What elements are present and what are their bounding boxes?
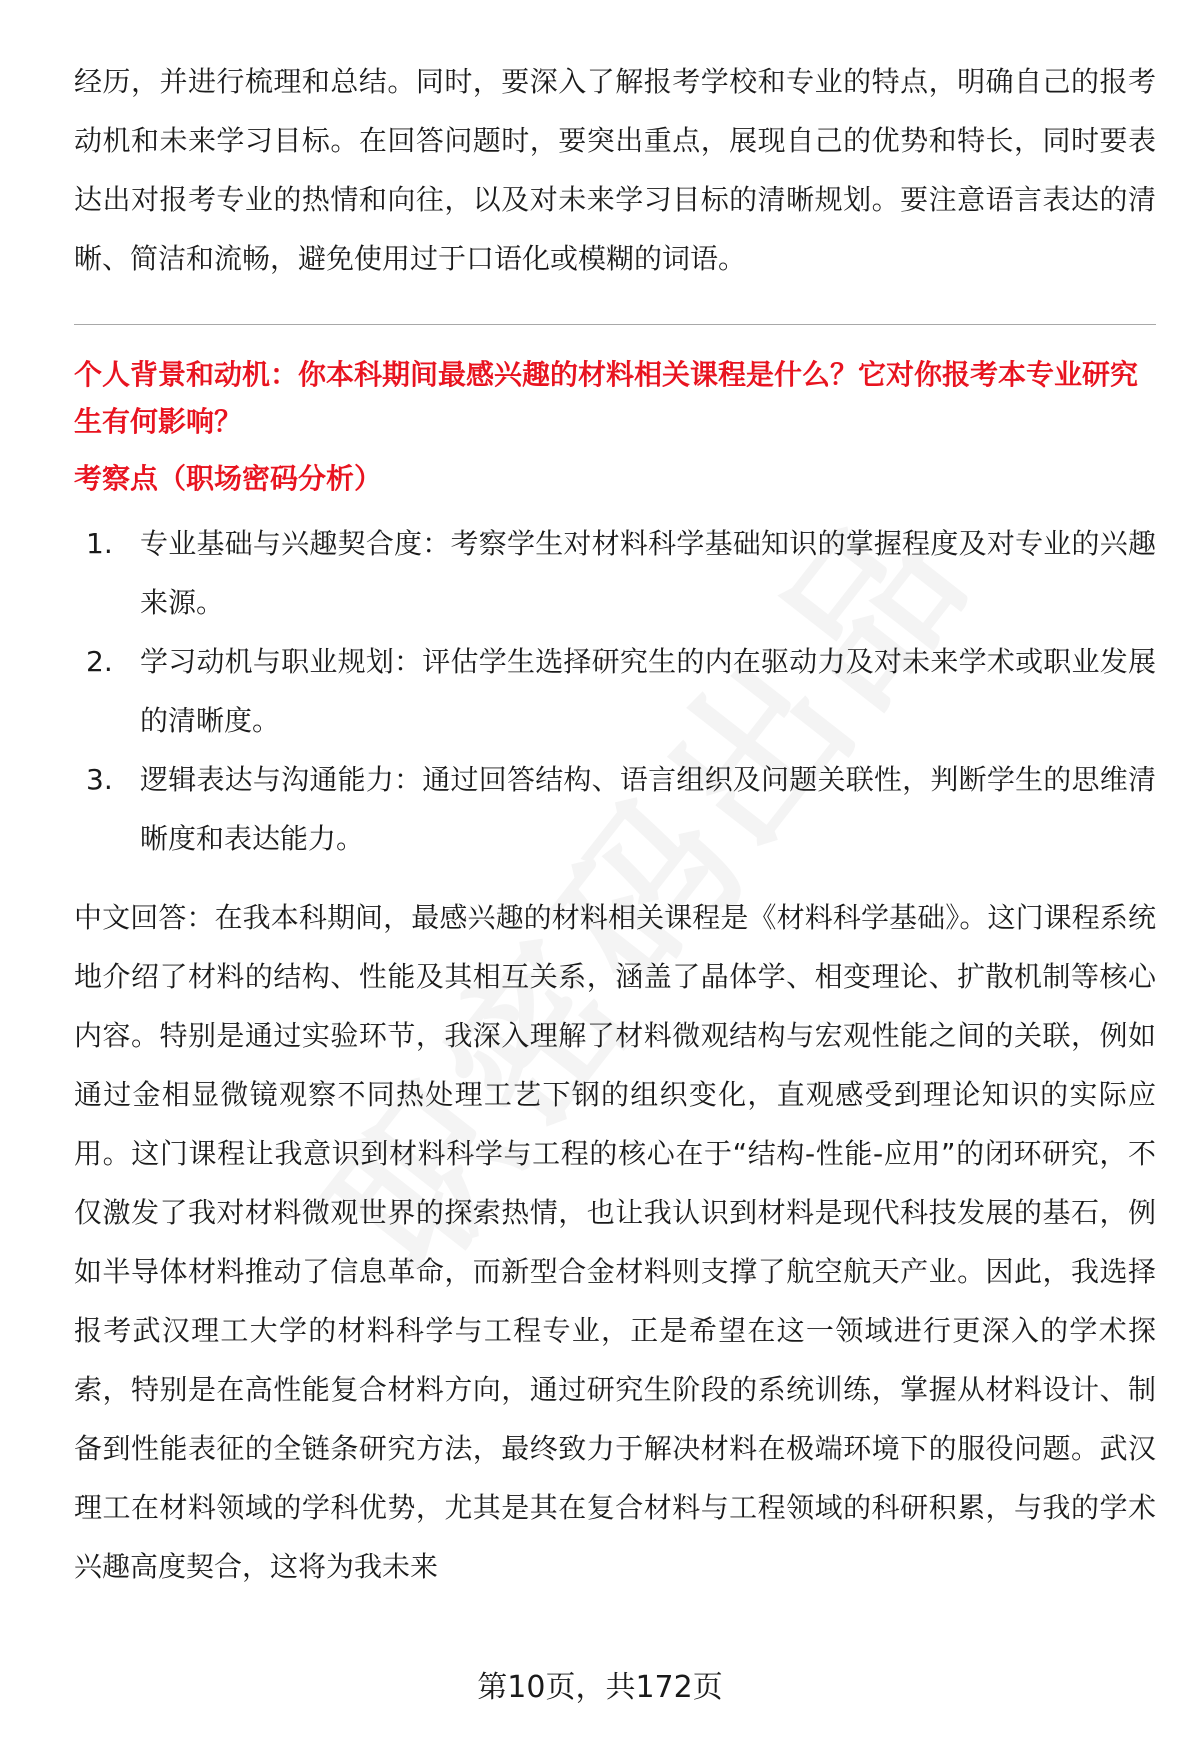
point-number: 2. (86, 645, 113, 678)
chinese-answer: 中文回答：在我本科期间，最感兴趣的材料相关课程是《材料科学基础》。这门课程系统地介绍了材料的结构、性能及其相互关系，涵盖了晶体学、相变理论、扩散机制等核心内容。特别是通过实验环节，我深入理解了材料微观结构与宏观性能之间的关联，例如通过金相显微镜观察不同热处理工艺下钢的组织变化，直观感受到理论知识的实际应用。这门课程让我意识到材料科学与工程的核心在于“结构-性能-应用”的闭环研究，不仅激发了我对材料微观世界的探索热情，也让我认识到材料是现代科技发展的基石，例如半导体材料推动了信息革命，而新型合金材料则支撑了航空航天产业。因此，我选择报考武汉理工大学的材料科学与工程专业，正是希望在这一领域进行更深入的学术探索，特别是在高性能复合材料方向，通过研究生阶段的系统训练，掌握从材料设计、制备到性能表征的全链条研究方法，最终致力于解决材料在极端环境下的服役问题。武汉理工在材料领域的学科优势，尤其是其在复合材料与工程领域的科研积累，与我的学术兴趣高度契合，这将为我未来 (74, 901, 1156, 1583)
point-text: 学习动机与职业规划：评估学生选择研究生的内在驱动力及对未来学术或职业发展的清晰度。 (140, 645, 1156, 737)
point-text: 逻辑表达与沟通能力：通过回答结构、语言组织及问题关联性，判断学生的思维清晰度和表达能力。 (140, 763, 1156, 855)
assessment-points-list (74, 514, 1156, 868)
assessment-point-2 (74, 632, 1156, 750)
page-number-footer: 第10页，共172页 (477, 1670, 723, 1705)
point-number: 3. (86, 763, 113, 796)
assessment-point-1 (74, 514, 1156, 632)
assessment-points-title: 考察点（职场密码分析） (74, 462, 383, 495)
point-text: 专业基础与兴趣契合度：考察学生对材料科学基础知识的掌握程度及对专业的兴趣来源。 (140, 527, 1156, 619)
page-content (74, 52, 1156, 1596)
section-divider (74, 324, 1156, 325)
point-number: 1. (86, 527, 113, 560)
question-heading: 个人背景和动机：你本科期间最感兴趣的材料相关课程是什么？它对你报考本专业研究生有何影响？ (74, 358, 1139, 438)
intro-paragraph: 经历，并进行梳理和总结。同时，要深入了解报考学校和专业的特点，明确自己的报考动机和未来学习目标。在回答问题时，要突出重点，展现自己的优势和特长，同时要表达出对报考专业的热情和向往，以及对未来学习目标的清晰规划。要注意语言表达的清晰、简洁和流畅，避免使用过于口语化或模糊的词语。 (74, 65, 1156, 275)
assessment-point-3 (74, 750, 1156, 868)
